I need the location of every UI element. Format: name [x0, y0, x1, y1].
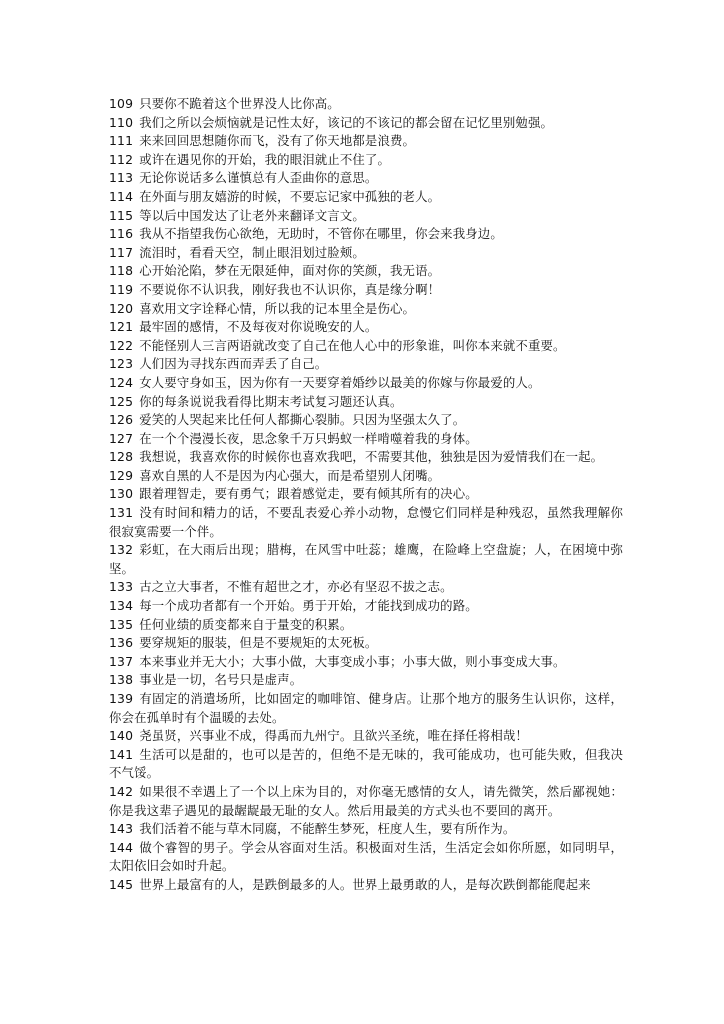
quote-item: [109, 225, 623, 244]
quote-text: 最牢固的感情，不及每夜对你说晚安的人。: [139, 319, 378, 335]
quote-number: 136: [109, 635, 134, 651]
quote-number: 127: [109, 430, 134, 446]
quote-text: 如果很不幸遇上了一个以上床为目的，对你毫无感情的女人，请先微笑，然后鄙视她：你是我这辈子遇见的最龌龊最无耻的女人。然后用最美的方式头也不要回的离开。: [109, 783, 623, 818]
quote-text: 彩虹，在大雨后出现；腊梅，在风雪中吐蕊；雄鹰，在险峰上空盘旋；人，在困境中弥坚。: [109, 542, 623, 576]
quote-item: [109, 374, 623, 393]
quote-text: 古之立大事者，不惟有超世之才，亦必有坚忍不拔之志。: [139, 579, 453, 595]
quote-number: 138: [109, 672, 134, 688]
quote-number: 132: [109, 542, 134, 558]
quote-number: 118: [109, 263, 134, 279]
quote-text: 本来事业并无大小；大事小做，大事变成小事；小事大做，则小事变成大事。: [139, 653, 566, 669]
quote-item: [109, 578, 623, 597]
quote-number: 145: [109, 876, 134, 892]
quote-text: 有固定的消遣场所，比如固定的咖啡馆、健身店。让那个地方的服务生认识你，这样，你会在孤单时有个温暖的去处。: [109, 691, 623, 725]
quote-number: 140: [109, 728, 134, 744]
quote-item: [109, 318, 623, 337]
quote-item: [109, 411, 623, 430]
quote-text: 或许在遇见你的开始，我的眼泪就止不住了。: [139, 151, 391, 167]
quote-number: 123: [109, 356, 134, 372]
quote-text: 不要说你不认识我，刚好我也不认识你，真是缘分啊！: [139, 281, 441, 297]
quote-item: [109, 690, 623, 727]
quote-text: 人们因为寻找东西而弄丢了自己。: [139, 356, 328, 372]
quote-item: [109, 448, 623, 467]
quote-text: 不能怪别人三言两语就改变了自己在他人心中的形象谁，叫你本来就不重要。: [139, 337, 566, 353]
quote-number: 119: [109, 281, 134, 297]
quote-number: 120: [109, 300, 134, 316]
quote-item: [109, 671, 623, 690]
quote-item: [109, 337, 623, 356]
quote-text: 任何业绩的质变都来自于量变的积累。: [139, 616, 353, 632]
quote-item: [109, 541, 623, 578]
document-body: [109, 95, 623, 895]
quote-text: 流泪时，看看天空，制止眼泪划过脸颊。: [139, 244, 365, 260]
quote-text: 喜欢用文字诠释心情，所以我的记本里全是伤心。: [139, 300, 416, 316]
quote-item: [109, 132, 623, 151]
quote-text: 事业是一切，名号只是虚声。: [139, 672, 303, 688]
quote-item: [109, 300, 623, 319]
quote-number: 115: [109, 207, 134, 223]
quote-text: 女人要守身如玉，因为你有一天要穿着婚纱以最美的你嫁与你最爱的人。: [139, 374, 541, 390]
quote-item: [109, 188, 623, 207]
quote-item: [109, 207, 623, 226]
quote-number: 114: [109, 188, 134, 204]
quote-text: 爱笑的人哭起来比任何人都撕心裂肺。只因为坚强太久了。: [139, 412, 466, 428]
quote-text: 我们之所以会烦恼就是记性太好，该记的不该记的都会留在记忆里别勉强。: [139, 114, 554, 130]
quote-number: 116: [109, 226, 134, 242]
quote-number: 113: [109, 170, 134, 186]
quote-item: [109, 430, 623, 449]
quote-text: 跟着理智走，要有勇气；跟着感觉走，要有倾其所有的决心。: [139, 486, 478, 502]
quote-text: 世界上最富有的人，是跌倒最多的人。世界上最勇敢的人，是每次跌倒都能爬起来: [139, 876, 591, 892]
quote-number: 135: [109, 616, 134, 632]
quote-item: [109, 597, 623, 616]
quote-number: 126: [109, 412, 134, 428]
quote-item: [109, 727, 623, 746]
quote-number: 109: [109, 96, 134, 111]
quote-number: 144: [109, 839, 134, 855]
quote-number: 117: [109, 244, 134, 260]
quote-item: [109, 504, 623, 541]
quote-number: 134: [109, 598, 134, 614]
quote-number: 128: [109, 449, 134, 465]
quote-item: [109, 244, 623, 263]
quote-text: 心开始沦陷，梦在无限延伸，面对你的笑颜，我无语。: [139, 263, 441, 279]
quote-item: [109, 876, 623, 895]
quote-item: [109, 467, 623, 486]
quote-text: 我从不指望我伤心欲绝，无助时，不管你在哪里，你会来我身边。: [139, 226, 503, 242]
quote-number: 112: [109, 151, 134, 167]
quote-text: 没有时间和精力的话，不要乱表爱心养小动物，怠慢它们同样是种残忍，虽然我理解你很寂寞需要一个伴。: [109, 505, 623, 539]
quote-text: 每一个成功者都有一个开始。勇于开始，才能找到成功的路。: [139, 598, 478, 614]
quote-number: 131: [109, 505, 134, 521]
quote-text: 你的每条说说我看得比期末考试复习题还认真。: [139, 393, 403, 409]
quote-number: 111: [109, 133, 134, 149]
quote-number: 142: [109, 783, 134, 799]
quote-item: [109, 95, 623, 114]
quote-number: 110: [109, 114, 134, 130]
quote-item: [109, 820, 623, 839]
quote-number: 124: [109, 374, 134, 390]
quote-text: 喜欢自黑的人不是因为内心强大，而是希望别人闭嘴。: [139, 467, 441, 483]
quote-item: [109, 653, 623, 672]
quote-text: 在外面与朋友嬉游的时候，不要忘记家中孤独的老人。: [139, 188, 441, 204]
quote-item: [109, 355, 623, 374]
quote-text: 只要你不跪着这个世界没人比你高。: [139, 96, 340, 111]
quote-number: 143: [109, 821, 134, 837]
quote-item: [109, 281, 623, 300]
quote-item: [109, 783, 623, 820]
quote-item: [109, 169, 623, 188]
quote-number: 137: [109, 653, 134, 669]
quote-item: [109, 634, 623, 653]
quote-item: [109, 262, 623, 281]
quote-number: 141: [109, 746, 134, 762]
quote-text: 要穿规矩的服装，但是不要规矩的太死板。: [139, 635, 378, 651]
quote-text: 做个睿智的男子。学会从容面对生活。积极面对生活，生活定会如你所愿，如同明早，太阳依旧会如时升起。: [109, 839, 623, 874]
quote-text: 尧虽贤，兴事业不成，得禹而九州宁。且欲兴圣统，唯在择任将相哉！: [139, 728, 528, 744]
quote-text: 我们活着不能与草木同腐，不能醉生梦死，枉度人生，要有所作为。: [139, 821, 516, 837]
quote-text: 我想说，我喜欢你的时候你也喜欢我吧，不需要其他，独独是因为爱情我们在一起。: [139, 449, 604, 465]
quote-text: 生活可以是甜的，也可以是苦的，但绝不是无味的，我可能成功，也可能失败，但我决不气馁。: [109, 746, 623, 781]
quote-number: 133: [109, 579, 134, 595]
quote-number: 121: [109, 319, 134, 335]
quote-number: 139: [109, 691, 134, 706]
quote-number: 130: [109, 486, 134, 502]
quote-item: [109, 485, 623, 504]
quote-item: [109, 746, 623, 783]
quote-text: 在一个个漫漫长夜，思念象千万只蚂蚁一样啃噬着我的身体。: [139, 430, 478, 446]
quote-number: 122: [109, 337, 134, 353]
quote-number: 129: [109, 467, 134, 483]
quote-item: [109, 114, 623, 133]
quote-item: [109, 616, 623, 635]
quote-number: 125: [109, 393, 134, 409]
quote-item: [109, 151, 623, 170]
quote-text: 等以后中国发达了让老外来翻译文言文。: [139, 207, 365, 223]
quote-text: 无论你说话多么谨慎总有人歪曲你的意思。: [139, 170, 378, 186]
quote-item: [109, 393, 623, 412]
quote-text: 来来回回思想随你而飞，没有了你天地都是浪费。: [139, 133, 416, 149]
quote-item: [109, 839, 623, 876]
